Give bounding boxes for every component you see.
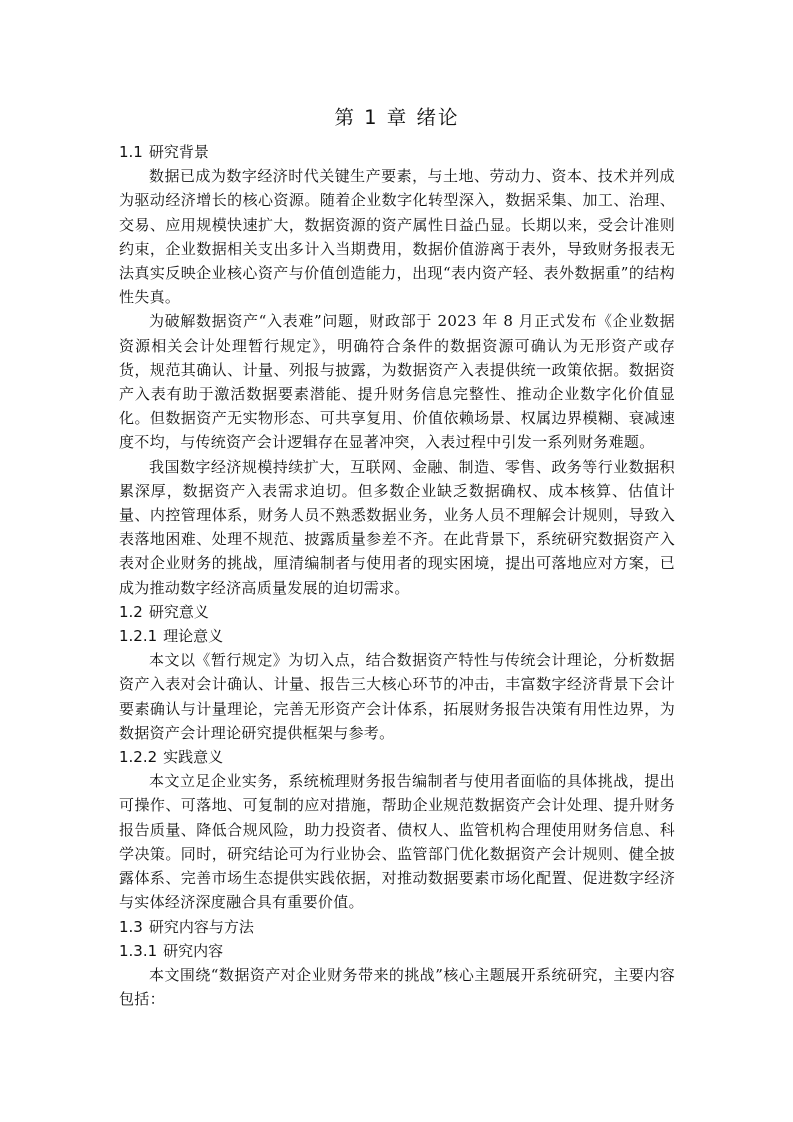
- paragraph: 为破解数据资产“入表难”问题，财政部于 2023 年 8 月正式发布《企业数据资源相关会计处理暂行规定》，明确符合条件的数据资源可确认为无形资产或存货，规范其确认、计量、列报与披露，为数据资产入表提供统一政策依据。数据资产入表有助于激活数据要素潜能、提升财务信息完整性、推动企业数字化价值显化。但数据资产无实物形态、可共享复用、价值依赖场景、权属边界模糊、衰减速度不均，与传统资产会计逻辑存在显著冲突，入表过程中引发一系列财务难题。: [119, 312, 675, 452]
- paragraph: 本文以《暂行规定》为切入点，结合数据资产特性与传统会计理论，分析数据资产入表对会计确认、计量、报告三大核心环节的冲击，丰富数字经济背景下会计要素确认与计量理论，完善无形资产会计体系，拓展财务报告决策有用性边界，为数据资产会计理论研究提供框架与参考。: [119, 651, 675, 742]
- section-heading-1-3: [119, 915, 675, 939]
- subsection-heading-1-2-1: [119, 624, 675, 648]
- subsection-heading-1-2-2: [119, 745, 675, 769]
- subsection-number: 1.2.1: [119, 627, 158, 646]
- subsection-number: 1.3.1: [119, 941, 158, 960]
- section-heading-1-2: [119, 600, 675, 624]
- document-page: [119, 104, 675, 1011]
- chapter-title: 第 1 章 绪论: [334, 106, 460, 129]
- paragraph: 本文立足企业实务，系统梳理财务报告编制者与使用者面临的具体挑战，提出可操作、可落地、可复制的应对措施，帮助企业规范数据资产会计处理、提升财务报告质量、降低合规风险，助力投资者、债权人、监管机构合理使用财务信息、科学决策。同时，研究结论可为行业协会、监管部门优化数据资产会计规则、健全披露体系、完善市场生态提供实践依据，对推动数据要素市场化配置、促进数字经济与实体经济深度融合具有重要价值。: [119, 772, 675, 912]
- subsection-title: 理论意义: [163, 627, 224, 646]
- paragraph: 本文围绕“数据资产对企业财务带来的挑战”核心主题展开系统研究，主要内容包括：: [119, 965, 675, 1009]
- paragraph: 我国数字经济规模持续扩大，互联网、金融、制造、零售、政务等行业数据积累深厚，数据资产入表需求迫切。但多数企业缺乏数据确权、成本核算、估值计量、内控管理体系，财务人员不熟悉数据业务，业务人员不理解会计规则，导致入表落地困难、处理不规范、披露质量参差不齐。在此背景下，系统研究数据资产入表对企业财务的挑战，厘清编制者与使用者的现实困境，提出可落地应对方案，已成为推动数字经济高质量发展的迫切需求。: [119, 457, 675, 597]
- section-number: 1.2: [119, 602, 143, 621]
- section-heading-1-1: [119, 140, 675, 164]
- subsection-title: 实践意义: [163, 748, 224, 767]
- section-number: 1.3: [119, 917, 143, 936]
- subsection-title: 研究内容: [163, 941, 224, 960]
- section-title: 研究内容与方法: [148, 917, 254, 936]
- subsection-number: 1.2.2: [119, 748, 158, 767]
- section-title: 研究意义: [148, 602, 209, 621]
- section-number: 1.1: [119, 143, 143, 161]
- section-title: 研究背景: [148, 143, 209, 161]
- subsection-heading-1-3-1: [119, 939, 675, 963]
- paragraph: 数据已成为数字经济时代关键生产要素，与土地、劳动力、资本、技术并列成为驱动经济增长的核心资源。随着企业数字化转型深入，数据采集、加工、治理、交易、应用规模快速扩大，数据资源的资产属性日益凸显。长期以来，受会计准则约束，企业数据相关支出多计入当期费用，数据价值游离于表外，导致财务报表无法真实反映企业核心资产与价值创造能力，出现“表内资产轻、表外数据重”的结构性失真。: [119, 167, 675, 307]
